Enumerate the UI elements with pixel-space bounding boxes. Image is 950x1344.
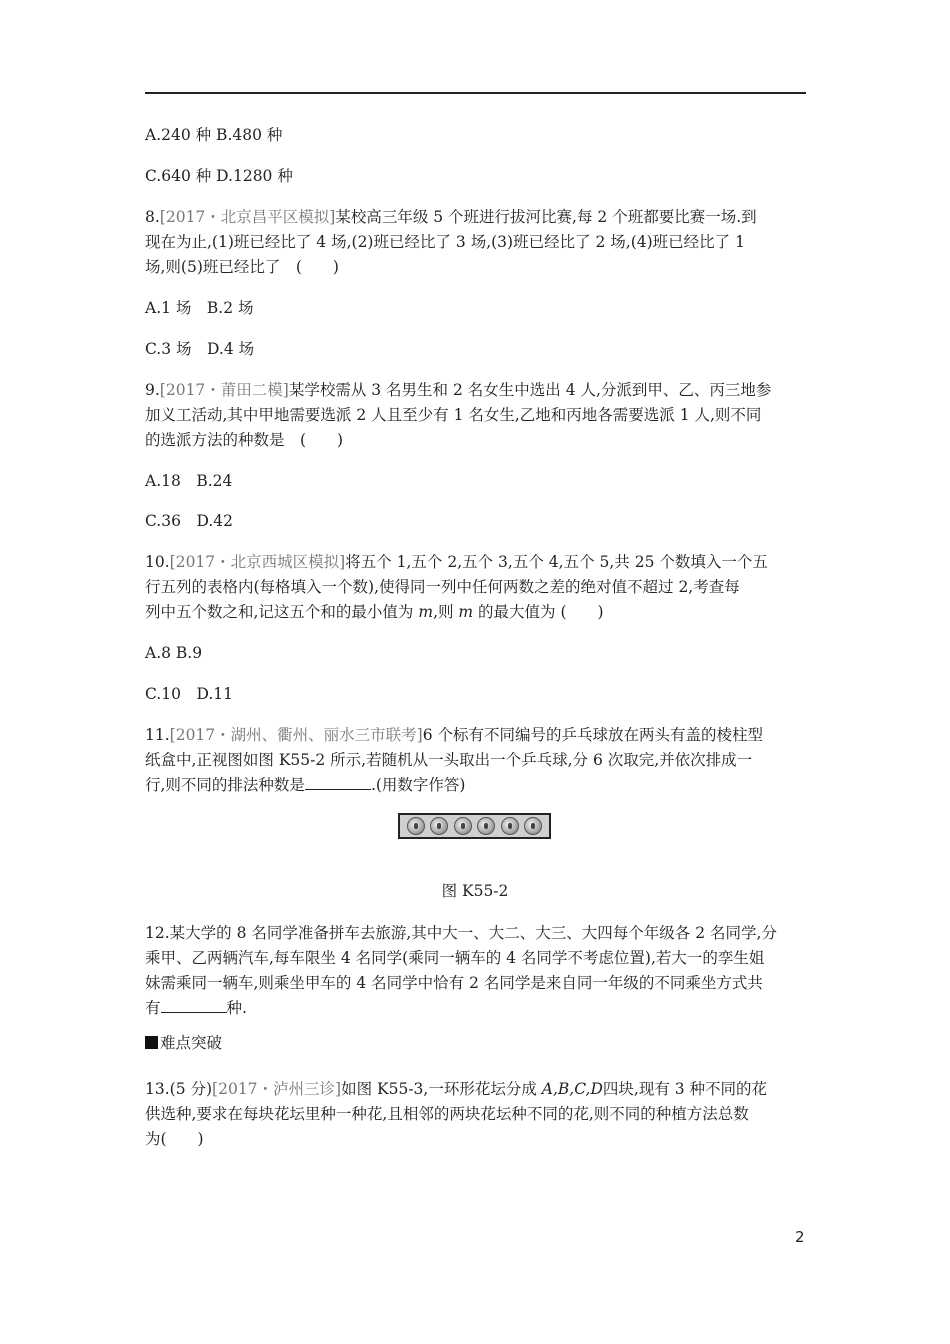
section-title: 难点突破 xyxy=(160,1034,223,1052)
q13-vars: A,B,C,D xyxy=(541,1080,603,1098)
q13-number: 13.(5 分) xyxy=(145,1080,213,1098)
figure-caption: 图 K55-2 xyxy=(441,882,509,900)
q7-options-ab: A.240 种 B.480 种 xyxy=(145,126,283,144)
q13-line-3: 为( ) xyxy=(145,1130,204,1148)
q10-text-3b: ,则 xyxy=(433,603,459,621)
q11-source: [2017・湖州、衢州、丽水三市联考] xyxy=(169,726,423,744)
ping-pong-box-figure xyxy=(398,813,551,839)
ping-pong-ball-icon xyxy=(524,817,542,835)
ping-pong-ball-icon xyxy=(501,817,519,835)
q8-number: 8. xyxy=(145,208,160,226)
q13-text-1b: 四块,现有 3 种不同的花 xyxy=(602,1080,768,1098)
ping-pong-ball-icon xyxy=(407,817,425,835)
q12-line-4 xyxy=(145,998,247,1018)
ping-pong-ball-icon xyxy=(430,817,448,835)
ping-pong-ball-icon xyxy=(454,817,472,835)
q11-text-3a: 行,则不同的排法种数是 xyxy=(145,776,305,794)
section-heading xyxy=(145,1033,222,1053)
q11-answer-blank xyxy=(305,775,371,790)
q10-number: 10. xyxy=(145,553,170,571)
q8-line-1 xyxy=(145,207,757,227)
q10-line-2: 行五列的表格内(每格填入一个数),使得同一列中任何两数之差的绝对值不超过 2,考查每 xyxy=(145,578,740,596)
q10-options-cd: C.10 D.11 xyxy=(145,685,233,703)
ping-pong-ball-icon xyxy=(477,817,495,835)
q12-text-4b: 种. xyxy=(226,999,247,1017)
q11-text-3b: .(用数字作答) xyxy=(370,776,466,794)
q10-line-3 xyxy=(145,602,604,622)
q9-options-cd: C.36 D.42 xyxy=(145,512,233,530)
q8-line-3: 场,则(5)班已经比了 ( ) xyxy=(145,258,339,276)
q10-var-m: m xyxy=(418,603,434,621)
q13-source: [2017・泸州三诊] xyxy=(212,1080,342,1098)
q12-line-1: 12.某大学的 8 名同学准备拼车去旅游,其中大一、大二、大三、大四每个年级各 2 名同学,分 xyxy=(145,924,777,942)
q8-options-ab: A.1 场 B.2 场 xyxy=(145,299,254,317)
q10-options-ab: A.8 B.9 xyxy=(145,644,203,662)
q11-line-1 xyxy=(145,725,763,745)
q12-line-2: 乘甲、乙两辆汽车,每车限坐 4 名同学(乘同一辆车的 4 名同学不考虑位置),若大一的孪生姐 xyxy=(145,949,765,967)
page-number: 2 xyxy=(795,1228,805,1246)
q10-text-3c: 的最大值为 ( ) xyxy=(473,603,604,621)
header-rule xyxy=(145,92,806,94)
q13-line-1 xyxy=(145,1079,767,1099)
q9-number: 9. xyxy=(145,381,160,399)
q13-line-2: 供选种,要求在每块花坛里种一种花,且相邻的两块花坛种不同的花,则不同的种植方法总数 xyxy=(145,1105,749,1123)
q13-text-1a: 如图 K55-3,一环形花坛分成 xyxy=(341,1080,542,1098)
q7-options-cd: C.640 种 D.1280 种 xyxy=(145,167,293,185)
q12-line-3: 妹需乘同一辆车,则乘坐甲车的 4 名同学中恰有 2 名同学是来自同一年级的不同乘坐方式共 xyxy=(145,974,763,992)
q9-line-2: 加义工活动,其中甲地需要选派 2 人且至少有 1 名女生,乙地和丙地各需要选派 1 人,则不同 xyxy=(145,406,762,424)
q12-answer-blank xyxy=(161,998,227,1013)
q11-text-1: 6 个标有不同编号的乒乓球放在两头有盖的棱柱型 xyxy=(422,726,763,744)
q8-line-2: 现在为止,(1)班已经比了 4 场,(2)班已经比了 3 场,(3)班已经比了 2 场,(4)班已经比了 1 xyxy=(145,233,745,251)
q10-source: [2017・北京西城区模拟] xyxy=(169,553,346,571)
black-square-icon xyxy=(145,1036,158,1049)
q9-text-1: 某学校需从 3 名男生和 2 名女生中选出 4 人,分派到甲、乙、丙三地参 xyxy=(288,381,772,399)
q9-line-1 xyxy=(145,380,771,400)
q11-line-3 xyxy=(145,775,465,795)
q9-source: [2017・莆田二模] xyxy=(159,381,289,399)
q8-options-cd: C.3 场 D.4 场 xyxy=(145,340,255,358)
q10-var-m-2: m xyxy=(458,603,474,621)
q11-number: 11. xyxy=(145,726,170,744)
q12-text-4a: 有 xyxy=(145,999,161,1017)
q9-line-3: 的选派方法的种数是 ( ) xyxy=(145,431,344,449)
q9-options-ab: A.18 B.24 xyxy=(145,472,233,490)
q10-line-1 xyxy=(145,552,768,572)
q11-line-2: 纸盒中,正视图如图 K55-2 所示,若随机从一头取出一个乒乓球,分 6 次取完,并依次排成一 xyxy=(145,751,753,769)
q8-source: [2017・北京昌平区模拟] xyxy=(159,208,336,226)
q10-text-3a: 列中五个数之和,记这五个和的最小值为 xyxy=(145,603,419,621)
q10-text-1: 将五个 1,五个 2,五个 3,五个 4,五个 5,共 25 个数填入一个五 xyxy=(345,553,768,571)
q8-text-1: 某校高三年级 5 个班进行拔河比赛,每 2 个班都要比赛一场.到 xyxy=(335,208,757,226)
